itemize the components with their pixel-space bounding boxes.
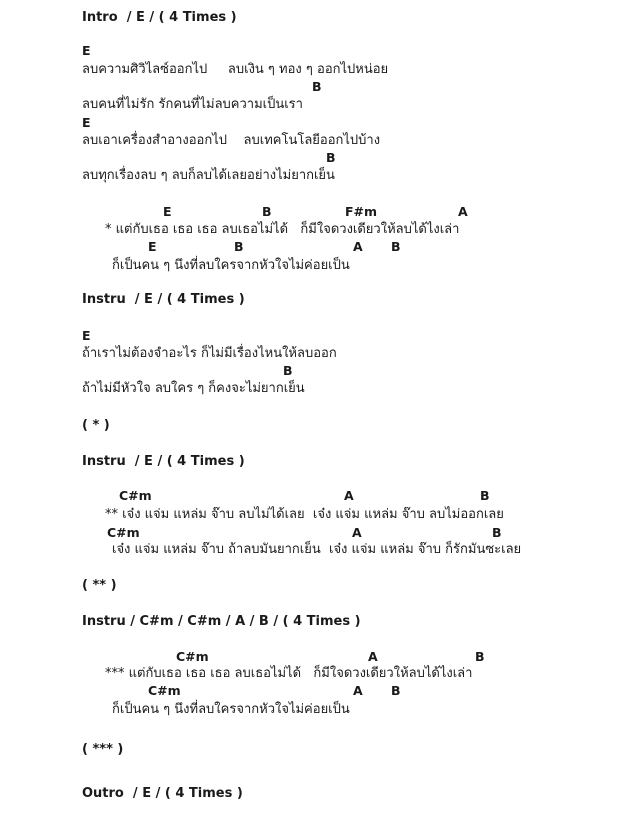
chord: B [475, 649, 485, 664]
chord: F#m [345, 204, 378, 219]
chord: C#m [107, 525, 140, 540]
outro-header: Outro / E / ( 4 Times ) [82, 786, 243, 801]
lyric-line: *** แต่กับเธอ เธอ เธอ ลบเธอไม่ได้ ก็มีใจดวงเดียวให้ลบได้ไงเล่า [105, 666, 473, 681]
chord: B [391, 239, 401, 254]
instru-header: Instru / C#m / C#m / A / B / ( 4 Times ) [82, 614, 361, 629]
instru-header: Instru / E / ( 4 Times ) [82, 292, 245, 307]
lyric-line: ถ้าไม่มีหัวใจ ลบใคร ๆ ก็คงจะไม่ยากเย็น [82, 381, 305, 396]
lyric-line: ลบเอาเครื่องสำอางออกไป ลบเทคโนโลยีออกไปบ้าง [82, 133, 381, 148]
chord: B [262, 204, 272, 219]
chord: C#m [148, 683, 181, 698]
chord: E [163, 204, 172, 219]
chord: A [368, 649, 378, 664]
intro-header: Intro / E / ( 4 Times ) [82, 10, 237, 25]
repeat-marker: ( *** ) [82, 742, 124, 757]
chord: A [353, 239, 363, 254]
chord: B [492, 525, 502, 540]
repeat-marker: ( ** ) [82, 578, 117, 593]
chord: B [391, 683, 401, 698]
chord: B [283, 363, 293, 378]
lyric-line: เจ๋ง แจ่ม แหล่ม จ๊าบ ถ้าลบมันยากเย็น เจ๋ง แจ่ม แหล่ม จ๊าบ ก็รักมันซะเลย [112, 542, 522, 557]
chord: A [352, 525, 362, 540]
chord: A [353, 683, 363, 698]
chord: E [82, 43, 91, 58]
chord: C#m [176, 649, 209, 664]
chord: C#m [119, 488, 152, 503]
lyric-line: ก็เป็นคน ๆ นึงที่ลบใครจากหัวใจไม่ค่อยเป็น [112, 702, 350, 717]
chord: E [82, 328, 91, 343]
lyric-line: ลบคนที่ไม่รัก รักคนที่ไม่ลบความเป็นเรา [82, 97, 303, 112]
chord: E [82, 115, 91, 130]
instru-header: Instru / E / ( 4 Times ) [82, 454, 245, 469]
repeat-marker: ( * ) [82, 418, 110, 433]
chord: B [480, 488, 490, 503]
lyric-line: ถ้าเราไม่ต้องจำอะไร ก็ไม่มีเรื่องไหนให้ลบออก [82, 346, 337, 361]
chord: A [344, 488, 354, 503]
lyric-line: ลบความศิวิไลซ์ออกไป ลบเงิน ๆ ทอง ๆ ออกไปหน่อย [82, 62, 389, 77]
lyric-line: ** เจ๋ง แจ่ม แหล่ม จ๊าบ ลบไม่ได้เลย เจ๋ง แจ่ม แหล่ม จ๊าบ ลบไม่ออกเลย [105, 507, 504, 522]
chord: B [312, 79, 322, 94]
chord: E [148, 239, 157, 254]
lyric-line: ลบทุกเรื่องลบ ๆ ลบก็ลบได้เลยอย่างไม่ยากเย็น [82, 168, 335, 183]
lyric-line: * แต่กับเธอ เธอ เธอ ลบเธอไม่ได้ ก็มีใจดวงเดียวให้ลบได้ไงเล่า [105, 222, 460, 237]
chord: A [458, 204, 468, 219]
chord: B [326, 150, 336, 165]
lyric-line: ก็เป็นคน ๆ นึงที่ลบใครจากหัวใจไม่ค่อยเป็น [112, 258, 350, 273]
chord: B [234, 239, 244, 254]
